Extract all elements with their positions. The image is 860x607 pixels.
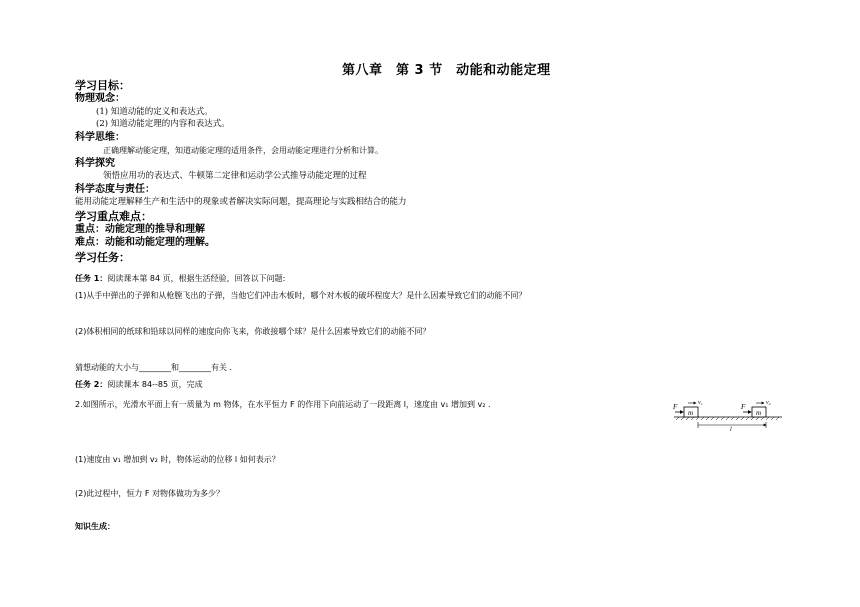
block-initial-mass-label: m bbox=[688, 409, 694, 417]
task1-question-2: (2)体积相同的纸球和铅球以同样的速度向你飞来，你敢接哪个球？是什么因素导致它们的动能不同？ bbox=[75, 327, 431, 336]
block-final-mass-label: m bbox=[756, 409, 762, 417]
page-title: 第八章 第 3 节 动能和动能定理 bbox=[342, 63, 551, 78]
difficulty-text: 难点：动能和动能定理的理解。 bbox=[75, 237, 215, 248]
objective-item: (1) 知道动能的定义和表达式。 bbox=[96, 107, 213, 117]
scientific-thinking-label: 科学思维： bbox=[75, 132, 125, 143]
force-diagram bbox=[672, 396, 784, 432]
scientific-inquiry-text: 领悟应用功的表达式、牛顿第二定律和运动学公式推导动能定理的过程 bbox=[103, 171, 367, 181]
task2-text: 阅读课本 84--85 页，完成 bbox=[107, 380, 203, 389]
task1-label: 任务 1： bbox=[75, 274, 108, 283]
task1-line bbox=[75, 275, 285, 283]
force-label-initial: F bbox=[673, 403, 678, 411]
scientific-inquiry-label: 科学探究 bbox=[75, 158, 115, 169]
task2-line bbox=[75, 381, 203, 389]
guess-line: 猜想动能的大小与________和________有关 . bbox=[75, 363, 233, 372]
attitude-label: 科学态度与责任： bbox=[75, 184, 155, 195]
focus-text: 重点：动能定理的推导和理解 bbox=[75, 224, 205, 235]
task2-question-1: (1)速度由 v₁ 增加到 v₂ 时，物体运动的位移 l 如何表示？ bbox=[75, 455, 280, 464]
task1-text: 阅读课本第 84 页，根据生活经验，回答以下问题: bbox=[107, 274, 286, 283]
ground-hatching bbox=[676, 417, 779, 420]
physics-concepts-label: 物理观念： bbox=[75, 93, 125, 104]
task2-question-2: (2)此过程中，恒力 F 对物体做功为多少？ bbox=[75, 489, 225, 498]
scientific-thinking-text: 正确理解动能定理，知道动能定理的适用条件，会用动能定理进行分析和计算。 bbox=[103, 146, 383, 155]
task1-question-1: (1)从手中弹出的子弹和从枪膛飞出的子弹，当他它们冲击木板时，哪个对木板的破坏程度大？是什么因素导致它们的动能不同？ bbox=[75, 291, 527, 300]
objective-item: (2) 知道动能定理的内容和表达式。 bbox=[96, 119, 230, 129]
attitude-text: 能用动能定理解释生产和生活中的现象或者解决实际问题，提高理论与实践相结合的能力 bbox=[75, 197, 407, 207]
objectives-heading: 学习目标： bbox=[75, 79, 130, 92]
v1-label: v₁ bbox=[698, 400, 703, 406]
task2-problem: 2.如图所示，光滑水平面上有一质量为 m 物体，在水平恒力 F 的作用下向前运动了一段距离 l，速度由 v₁ 增加到 v₂ . bbox=[75, 400, 491, 409]
task2-label: 任务 2： bbox=[75, 380, 108, 389]
distance-label: l bbox=[730, 427, 732, 432]
v2-label: v₂ bbox=[766, 400, 771, 406]
key-points-heading: 学习重点难点： bbox=[75, 210, 152, 223]
knowledge-heading: 知识生成： bbox=[75, 522, 115, 531]
force-label-final: F bbox=[741, 403, 746, 411]
tasks-heading: 学习任务： bbox=[75, 251, 130, 264]
